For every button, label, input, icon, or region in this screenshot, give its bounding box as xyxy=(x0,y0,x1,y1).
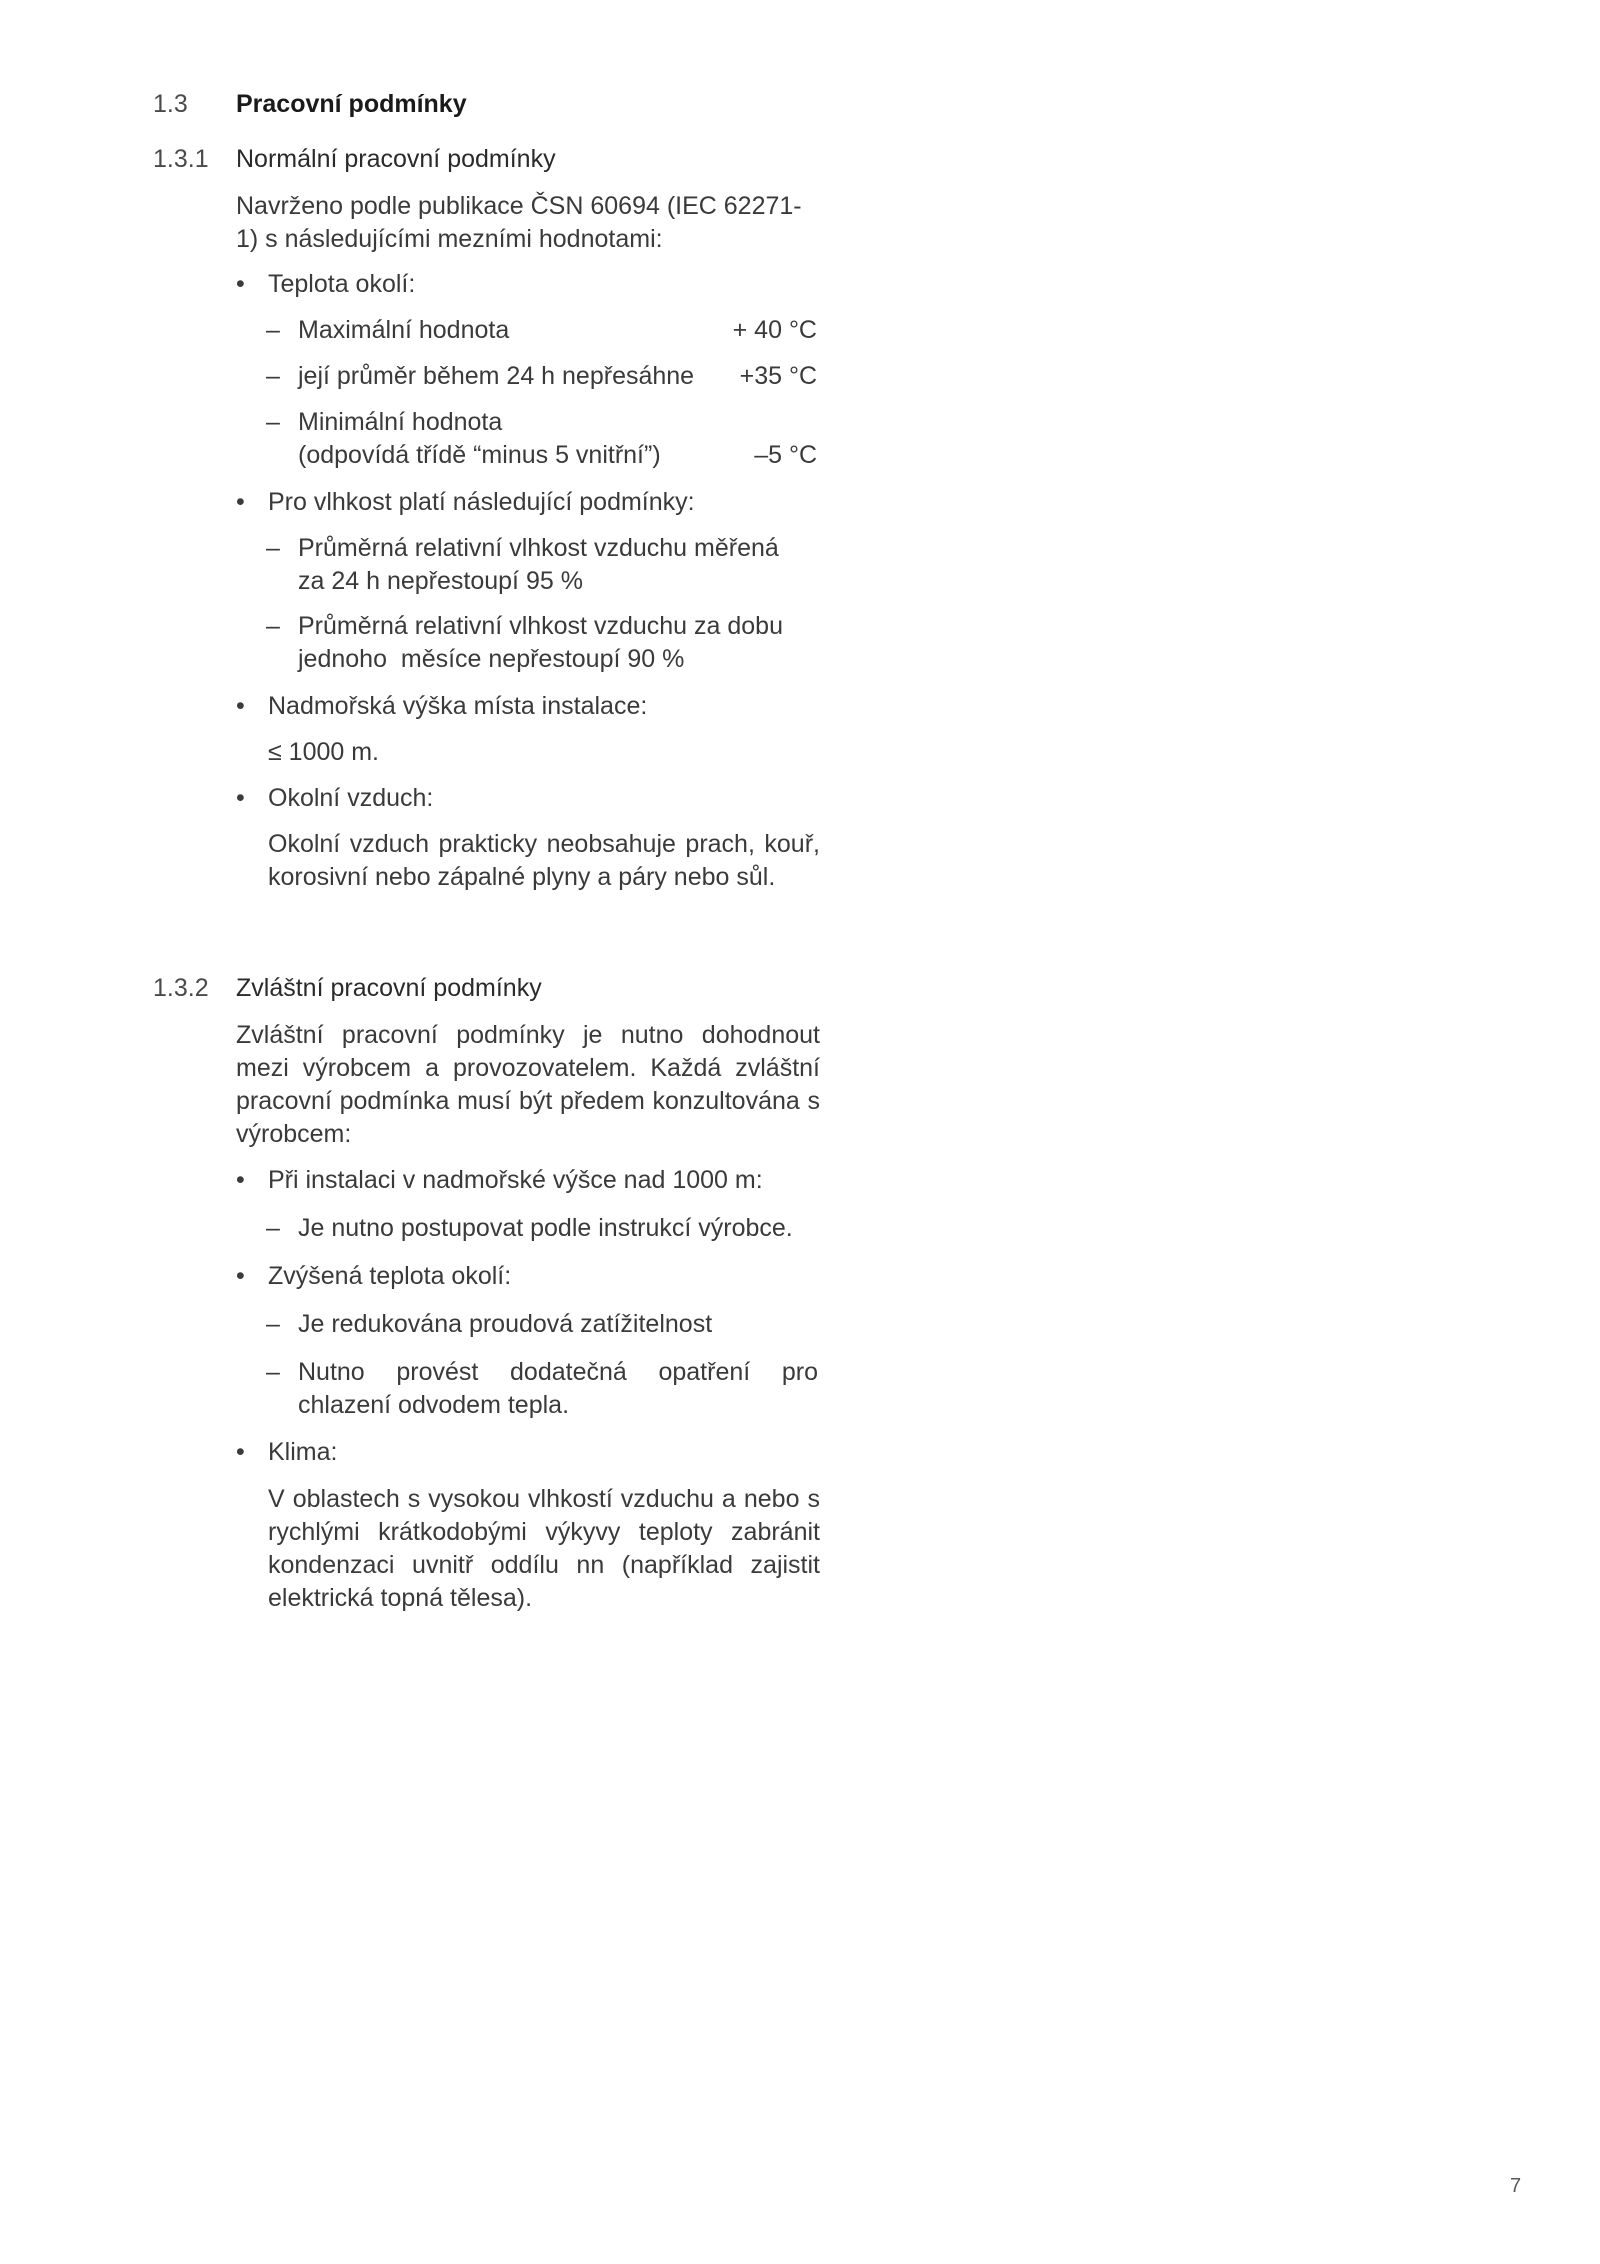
text-line: (odpovídá třídě “minus 5 vnitřní”) xyxy=(298,441,661,469)
subsection-number: 1.3.1 xyxy=(153,145,209,173)
temperature-value: + 40 °C xyxy=(732,316,817,344)
text-line: Průměrná relativní vlhkost vzduchu za dobu xyxy=(298,612,783,640)
altitude-value: ≤ 1000 m. xyxy=(268,738,379,766)
sub-list-item-text xyxy=(298,532,818,598)
list-item-text: Nadmořská výška místa instalace: xyxy=(268,692,648,720)
bullet-icon: • xyxy=(236,1262,245,1290)
climate-paragraph: V oblastech s vysokou vlhkostí vzduchu a nebo s rychlými krátkodobými výkyvy teploty zabránit kondenzaci uvnitř oddílu nn (například zajistit elektrická topná tělesa). xyxy=(268,1485,820,1612)
intro-paragraph xyxy=(236,190,836,256)
list-item-text: Teplota okolí: xyxy=(268,270,416,298)
section-title: Pracovní podmínky xyxy=(236,90,467,118)
bullet-icon: • xyxy=(236,692,245,720)
dash-icon: – xyxy=(266,1310,280,1338)
subsection-title: Zvláštní pracovní podmínky xyxy=(236,974,542,1002)
dash-icon: – xyxy=(266,408,280,436)
dash-icon: – xyxy=(266,612,280,640)
sub-list-item-text: Je redukována proudová zatížitelnost xyxy=(298,1310,713,1338)
text-line: Průměrná relativní vlhkost vzduchu měřená xyxy=(298,534,779,562)
sub-list-item-text: Je nutno postupovat podle instrukcí výrobce. xyxy=(298,1214,793,1242)
temperature-value: –5 °C xyxy=(754,441,817,469)
dash-icon: – xyxy=(266,1214,280,1242)
bullet-icon: • xyxy=(236,784,245,812)
text-line: jednoho měsíce nepřestoupí 90 % xyxy=(298,645,685,673)
bullet-icon: • xyxy=(236,1166,245,1194)
dash-icon: – xyxy=(266,534,280,562)
bullet-icon: • xyxy=(236,488,245,516)
dash-icon: – xyxy=(266,1358,280,1386)
intro-line: Navrženo podle publikace ČSN 60694 (IEC 62271- xyxy=(236,192,802,220)
sub-list-item-text: Maximální hodnota xyxy=(298,316,510,344)
bullet-icon: • xyxy=(236,270,245,298)
text-line: Minimální hodnota xyxy=(298,408,503,436)
temperature-value: +35 °C xyxy=(739,362,817,390)
list-item-text: Při instalaci v nadmořské výšce nad 1000 m: xyxy=(268,1166,763,1194)
dash-icon: – xyxy=(266,316,280,344)
sub-list-item-text: Nutno provést dodatečná opatření pro chlazení odvodem tepla. xyxy=(298,1358,818,1419)
sub-list-item-text xyxy=(298,406,818,472)
list-item-text: Pro vlhkost platí následující podmínky: xyxy=(268,488,695,516)
ambient-air-paragraph: Okolní vzduch prakticky neobsahuje prach, kouř, korosivní nebo zápalné plyny a páry nebo sůl. xyxy=(268,830,820,891)
subsection-title: Normální pracovní podmínky xyxy=(236,145,556,173)
bullet-icon: • xyxy=(236,1438,245,1466)
sub-list-item-text xyxy=(298,610,818,676)
subsection-number: 1.3.2 xyxy=(153,974,209,1002)
dash-icon: – xyxy=(266,362,280,390)
sub-list-item-text: její průměr během 24 h nepřesáhne xyxy=(298,362,695,390)
list-item-text: Klima: xyxy=(268,1438,338,1466)
page-number: 7 xyxy=(1510,2175,1522,2197)
text-line: za 24 h nepřestoupí 95 % xyxy=(298,567,583,595)
intro-line: 1) s následujícími mezními hodnotami: xyxy=(236,225,663,253)
list-item-text: Okolní vzduch: xyxy=(268,784,434,812)
list-item-text: Zvýšená teplota okolí: xyxy=(268,1262,512,1290)
special-conditions-paragraph: Zvláštní pracovní podmínky je nutno dohodnout mezi výrobcem a provozovatelem. Každá zvláštní pracovní podmínka musí být předem konzultována s výrobcem: xyxy=(236,1021,820,1148)
section-number: 1.3 xyxy=(153,90,188,118)
